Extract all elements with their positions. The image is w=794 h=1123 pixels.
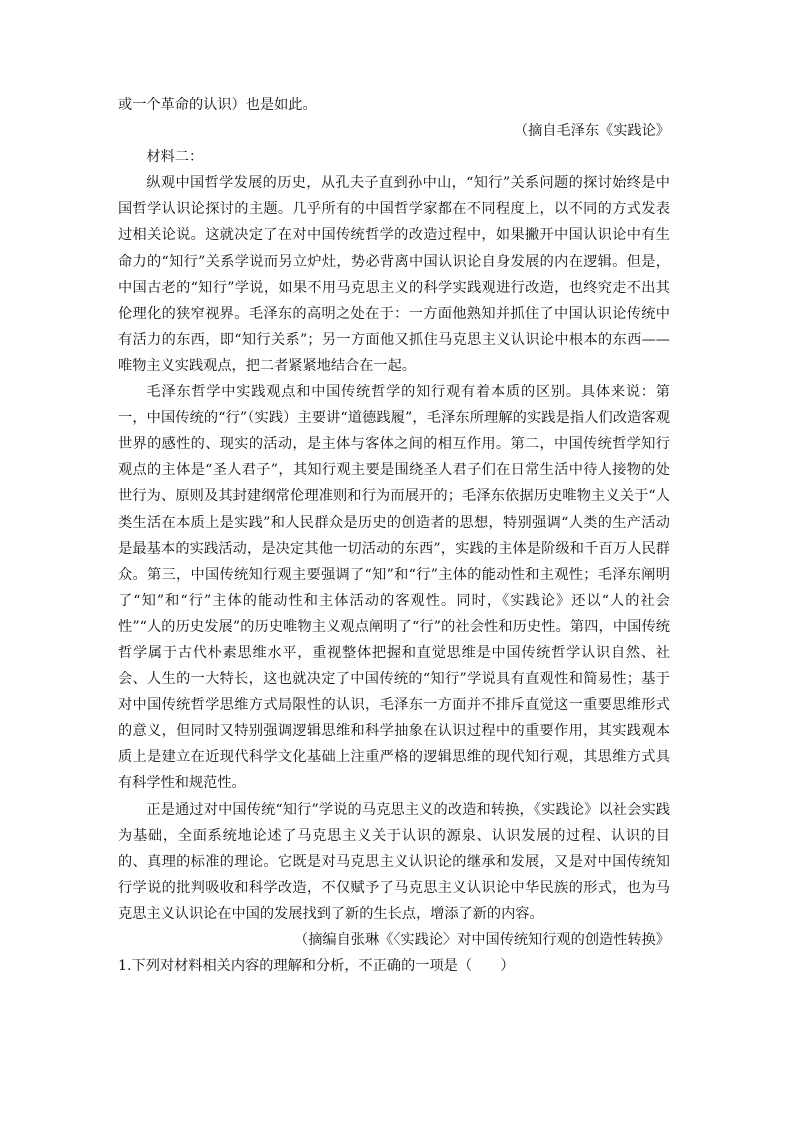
paragraph-2: 毛泽东哲学中实践观点和中国传统哲学的知行观有着本质的区别。具体来说：第一，中国传统的“行”（实践）主要讲“道德践履”，毛泽东所理解的实践是指人们改造客观世界的感性的、现实的活动，是主体与客体之间的相互作用。第二，中国传统哲学知行观点的主体是“圣人君子”，其知行观主要是围绕圣人君子们在日常生活中待人接物的处世行为、原则及其封建纲常伦理准则和行为而展开的；毛泽东依据历史唯物主义关于“人类生活在本质上是实践”和人民群众是历史的创造者的思想，特别强调“人类的生产活动是最基本的实践活动，是决定其他一切活动的东西”，实践的主体是阶级和千百万人民群众。第三，中国传统知行观主要强调了“知”和“行”主体的能动性和主观性；毛泽东阐明了“知”和“行”主体的能动性和主体活动的客观性。同时，《实践论》还以“人的社会性”“人的历史发展”的历史唯物主义观点阐明了“行”的社会性和历史性。第四，中国传统哲学属于古代朴素思维水平，重视整体把握和直觉思维是中国传统哲学认识自然、社会、人生的一大特长，这也就决定了中国传统的“知行”学说具有直观性和简易性；基于对中国传统哲学思维方式局限性的认识，毛泽东一方面并不排斥直觉这一重要思维形式的意义，但同时又特别强调逻辑思维和科学抽象在认识过程中的重要作用，其实践观本质上是建立在近现代科学文化基础上注重严格的逻辑思维的现代知行观，其思维方式具有科学性和规范性。 xyxy=(118,384,670,792)
document-body xyxy=(118,92,670,979)
paragraph-1: 纵观中国哲学发展的历史，从孔夫子直到孙中山，“知行”关系问题的探讨始终是中国哲学认识论探讨的主题。几乎所有的中国哲学家都在不同程度上，以不同的方式发表过相关论说。这就决定了在对中国传统哲学的改造过程中，如果撇开中国认识论中有生命力的“知行”关系学说而另立炉灶，势必背离中国认识论自身发展的内在逻辑。但是，中国古老的“知行”学说，如果不用马克思主义的科学实践观进行改造，也终究走不出其伦理化的狭窄视界。毛泽东的高明之处在于：一方面他熟知并抓住了中国认识论传统中有活力的东西，即“知行关系”；另一方面他又抓住马克思主义认识论中根本的东西——唯物主义实践观点，把二者紧紧地结合在一起。 xyxy=(118,175,670,374)
material-2-heading: 材料二： xyxy=(146,149,204,166)
question-1: 1.下列对材料相关内容的理解和分析，不正确的一项是（ ） xyxy=(118,958,515,975)
paragraph-3: 正是通过对中国传统“知行”学说的马克思主义的改造和转换，《实践论》以社会实践为基础，全面系统地论述了马克思主义关于认识的源泉、认识发展的过程、认识的目的、真理的标准的理论。它既是对马克思主义认识论的继承和发展，又是对中国传统知行学说的批判吸收和科学改造，不仅赋予了马克思主义认识论中华民族的形式，也为马克思主义认识论在中国的发展找到了新的生长点，增添了新的内容。 xyxy=(118,801,670,922)
source-citation-1: （摘自毛泽东《实践论》 xyxy=(513,123,670,140)
source-citation-2: （摘编自张琳《〈实践论〉对中国传统知行观的创造性转换》 xyxy=(294,932,670,948)
intro-fragment: 或一个革命的认识）也是如此。 xyxy=(118,97,317,113)
